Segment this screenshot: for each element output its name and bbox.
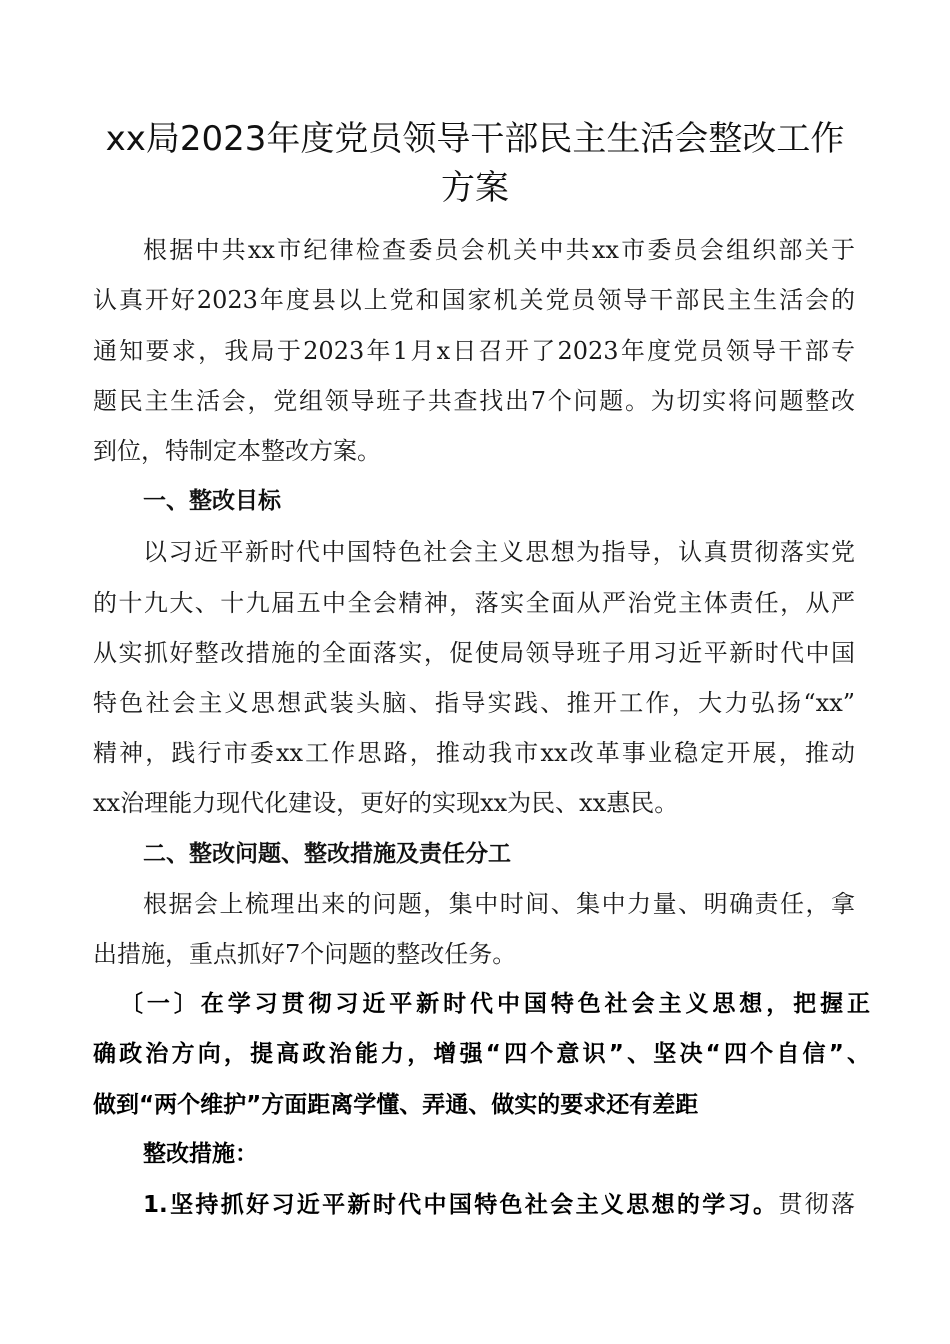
paragraph-line: 根据中共xx市纪律检查委员会机关中共xx市委员会组织部关于	[143, 236, 855, 264]
measures-label: 整改措施：	[143, 1141, 258, 1167]
paragraph-line: 特色社会主义思想武装头脑、指导实践、推开工作，大力弘扬“xx”	[93, 689, 855, 717]
document-title-line-1: xx局2023年度党员领导干部民主生活会整改工作	[105, 119, 845, 159]
paragraph-line: 到位，特制定本整改方案。	[93, 437, 381, 465]
paragraph-line: 以习近平新时代中国特色社会主义思想为指导，认真贯彻落实党	[143, 538, 855, 566]
section-heading-issues: 二、整改问题、整改措施及责任分工	[143, 841, 511, 867]
section-heading-goals: 一、整改目标	[143, 488, 281, 514]
document-title-line-2: 方案	[441, 168, 509, 208]
measure-1-line	[143, 1187, 855, 1222]
paragraph-line: 题民主生活会，党组领导班子共查找出7个问题。为切实将问题整改	[93, 387, 855, 415]
paragraph-line: 通知要求，我局于2023年1月x日召开了2023年度党员领导干部专	[93, 337, 855, 365]
problem-line: 确政治方向，提高政治能力，增强“四个意识”、坚决“四个自信”、	[93, 1041, 870, 1067]
paragraph-line: 认真开好2023年度县以上党和国家机关党员领导干部民主生活会的	[93, 286, 855, 314]
problem-line: 〔一〕在学习贯彻习近平新时代中国特色社会主义思想，把握正	[120, 991, 870, 1017]
paragraph-line: xx治理能力现代化建设，更好的实现xx为民、xx惠民。	[93, 789, 679, 817]
paragraph-line: 精神，践行市委xx工作思路，推动我市xx改革事业稳定开展，推动	[93, 739, 855, 767]
measure-1-title: 1.坚持抓好习近平新时代中国特色社会主义思想的学习。	[143, 1192, 779, 1218]
paragraph-line: 根据会上梳理出来的问题，集中时间、集中力量、明确责任，拿	[143, 890, 855, 918]
paragraph-line: 出措施，重点抓好7个问题的整改任务。	[93, 940, 517, 968]
paragraph-line: 的十九大、十九届五中全会精神，落实全面从严治党主体责任，从严	[93, 589, 855, 617]
paragraph-line: 从实抓好整改措施的全面落实，促使局领导班子用习近平新时代中国	[93, 639, 855, 667]
measure-1-text: 贯彻落	[778, 1190, 855, 1218]
problem-line: 做到“两个维护”方面距离学懂、弄通、做实的要求还有差距	[93, 1092, 699, 1118]
